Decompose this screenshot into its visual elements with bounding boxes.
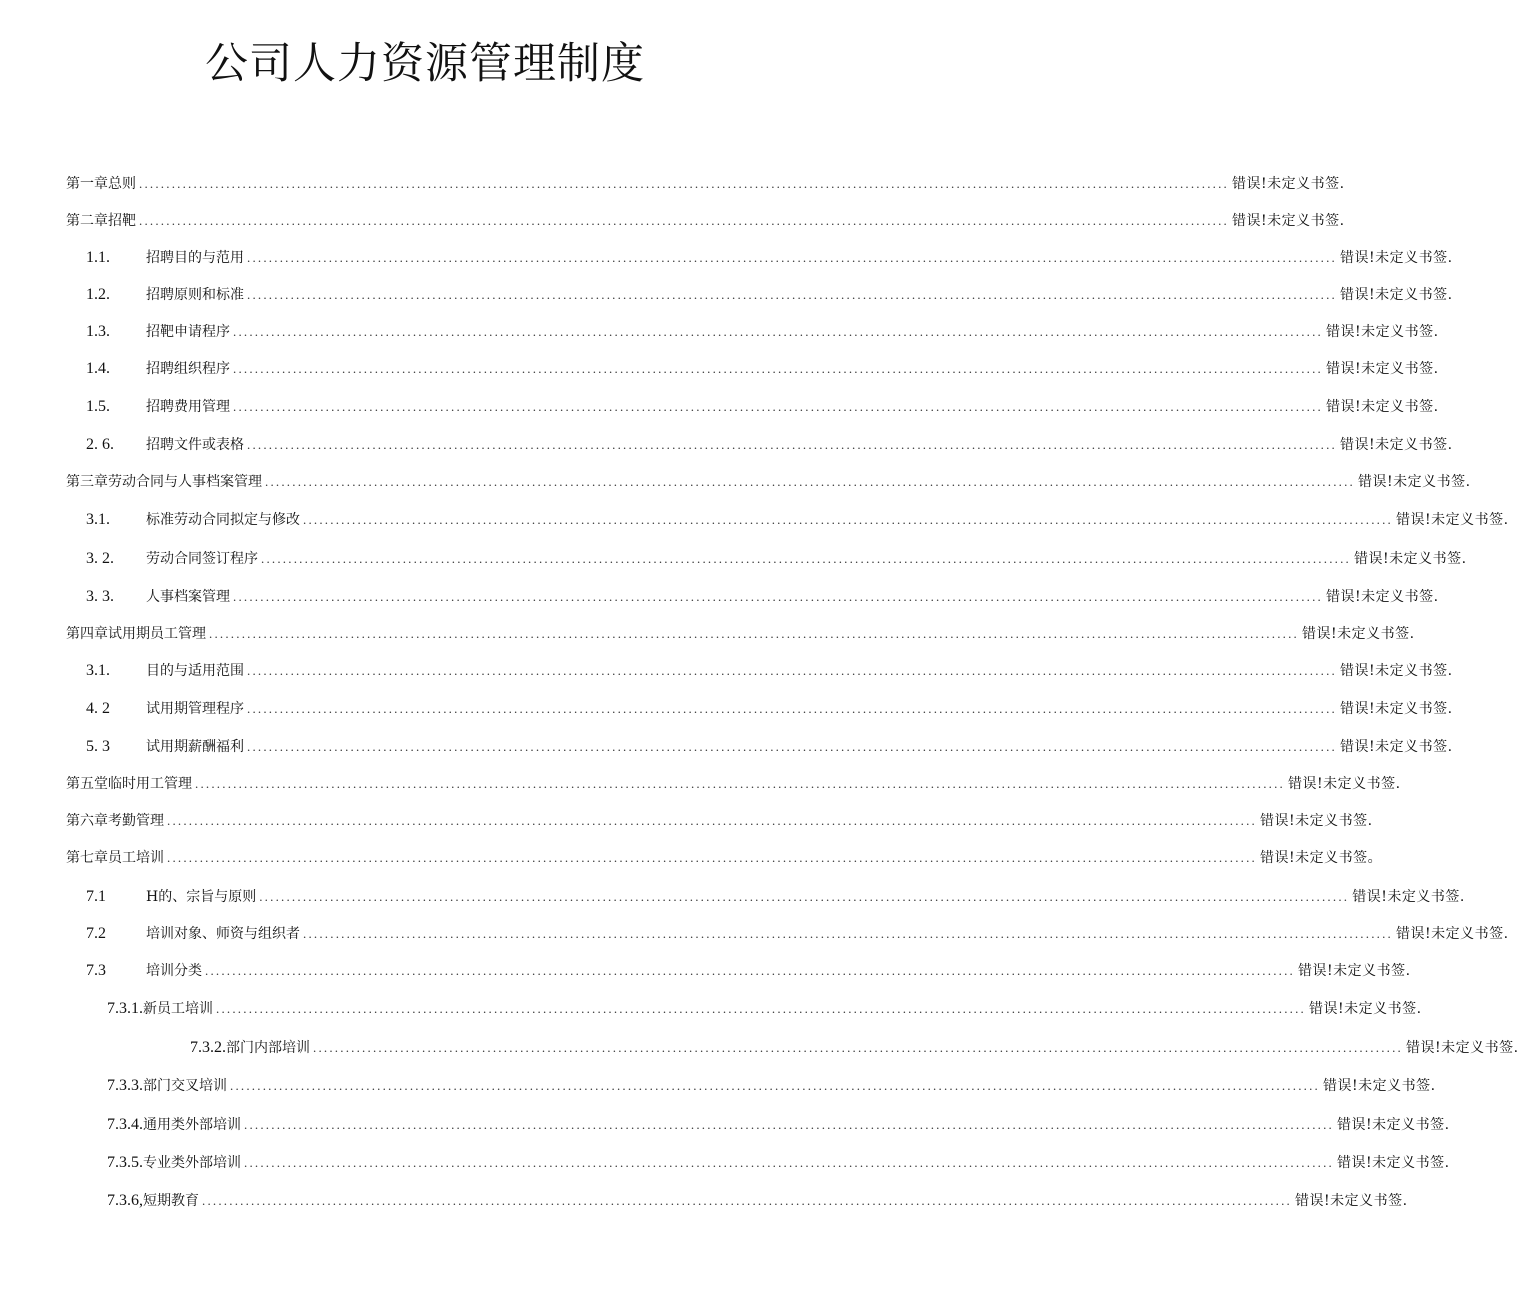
toc-entry-label: 第四章试用期员工管理 xyxy=(66,626,206,642)
toc-entry-page-ref: 错误!未定义书签. xyxy=(1232,176,1345,192)
toc-entry[interactable] xyxy=(66,770,1401,794)
toc-entry-label: 第六章考勤管理 xyxy=(66,813,164,829)
toc-leader-dots: ........................................................................................................................................................................................................ xyxy=(209,626,1299,641)
toc-entry-label: 通用类外部培训 xyxy=(143,1117,241,1133)
toc-entry-page-ref: 错误!未定义书签. xyxy=(1298,963,1411,979)
toc-entry-number: 7.3.4. xyxy=(107,1116,143,1133)
toc-entry-number: 1.4. xyxy=(86,360,110,377)
toc-leader-dots: ........................................................................................................................................................................................................ xyxy=(247,250,1337,265)
toc-entry-number: 7.3.5. xyxy=(107,1154,143,1171)
toc-entry-number: 2. 6. xyxy=(86,436,114,453)
toc-entry-label: 招聘组织程序 xyxy=(146,361,230,377)
toc-entry-number: 1.1. xyxy=(86,249,110,266)
toc-leader-dots: ........................................................................................................................................................................................................ xyxy=(139,176,1229,191)
toc-entry-page-ref: 错误!未定义书签. xyxy=(1309,1001,1422,1017)
toc-entry-page-ref: 错误!未定义书签. xyxy=(1323,1078,1436,1094)
toc-leader-dots: ........................................................................................................................................................................................................ xyxy=(259,889,1350,904)
toc-entry[interactable] xyxy=(107,1111,1450,1135)
toc-entry-page-ref: 错误!未定义书签. xyxy=(1326,399,1439,415)
toc-entry[interactable] xyxy=(107,995,1422,1019)
toc-entry-number: 3. 3. xyxy=(86,588,114,605)
toc-entry-page-ref: 错误!未定义书签. xyxy=(1406,1040,1519,1056)
toc-entry-page-ref: 错误!未定义书签. xyxy=(1340,437,1453,453)
toc-entry-page-ref: 错误!未定义书签. xyxy=(1340,287,1453,303)
toc-entry-label: 新员工培训 xyxy=(143,1001,213,1017)
toc-entry-number: 4. 2 xyxy=(86,700,110,717)
toc-leader-dots: ........................................................................................................................................................................................................ xyxy=(216,1001,1306,1016)
toc-leader-dots: ........................................................................................................................................................................................................ xyxy=(261,551,1351,566)
toc-entry[interactable] xyxy=(86,393,1439,417)
toc-entry[interactable] xyxy=(107,1187,1408,1211)
toc-entry-page-ref: 错误!未定义书签. xyxy=(1288,776,1401,792)
toc-entry[interactable] xyxy=(86,883,1465,907)
toc-entry-number: 3.1. xyxy=(86,511,110,528)
toc-entry-label: 招聘目的与范用 xyxy=(146,250,244,266)
toc-entry[interactable] xyxy=(86,281,1453,305)
toc-entry[interactable] xyxy=(86,957,1411,981)
toc-entry[interactable] xyxy=(86,920,1509,944)
toc-entry-page-ref: 错误!未定义书签. xyxy=(1232,213,1345,229)
toc-entry-number: 7.1 xyxy=(86,888,106,905)
toc-entry-label: 人事档案管理 xyxy=(146,589,230,605)
toc-entry-number: 1.2. xyxy=(86,286,110,303)
toc-leader-dots: ........................................................................................................................................................................................................ xyxy=(247,701,1337,716)
toc-entry-number: 7.3.6, xyxy=(107,1192,143,1209)
toc-entry-page-ref: 错误!未定义书签. xyxy=(1352,889,1465,905)
toc-entry[interactable] xyxy=(107,1072,1436,1096)
toc-leader-dots: ........................................................................................................................................................................................................ xyxy=(244,1117,1334,1132)
toc-entry-page-ref: 错误!未定义书签. xyxy=(1326,324,1439,340)
toc-leader-dots: ........................................................................................................................................................................................................ xyxy=(303,512,1393,527)
toc-leader-dots: ........................................................................................................................................................................................................ xyxy=(233,399,1323,414)
toc-leader-dots: ........................................................................................................................................................................................................ xyxy=(205,963,1295,978)
toc-entry-page-ref: 错误!未定义书签. xyxy=(1396,926,1509,942)
toc-entry-label: 劳动合同签订程序 xyxy=(146,551,258,567)
toc-entry-number: 7.2 xyxy=(86,925,106,942)
toc-leader-dots: ........................................................................................................................................................................................................ xyxy=(303,926,1393,941)
toc-entry[interactable] xyxy=(86,431,1453,455)
toc-entry-number: 7.3.1. xyxy=(107,1000,143,1017)
toc-entry-page-ref: 错误!未定义书签. xyxy=(1396,512,1509,528)
toc-entry[interactable] xyxy=(66,170,1345,194)
toc-entry-label: 招聘原则和标准 xyxy=(146,287,244,303)
toc-leader-dots: ........................................................................................................................................................................................................ xyxy=(247,437,1337,452)
toc-entry-page-ref: 错误!未定义书签. xyxy=(1337,1117,1450,1133)
toc-entry[interactable] xyxy=(86,545,1467,569)
toc-leader-dots: ........................................................................................................................................................................................................ xyxy=(167,850,1257,865)
toc-entry-label: 试用期薪酬福利 xyxy=(146,739,244,755)
toc-entry-label: 部门内部培训 xyxy=(226,1040,310,1056)
toc-entry-label: 标准劳动合同拟定与修改 xyxy=(146,512,300,528)
toc-entry-page-ref: 错误!未定义书签. xyxy=(1302,626,1415,642)
toc-entry[interactable] xyxy=(86,355,1439,379)
toc-leader-dots: ........................................................................................................................................................................................................ xyxy=(233,324,1323,339)
toc-entry-label: 招靶申请程序 xyxy=(146,324,230,340)
toc-leader-dots: ........................................................................................................................................................................................................ xyxy=(247,739,1337,754)
toc-leader-dots: ........................................................................................................................................................................................................ xyxy=(313,1040,1403,1055)
toc-entry[interactable] xyxy=(86,657,1453,681)
toc-leader-dots: ........................................................................................................................................................................................................ xyxy=(202,1193,1292,1208)
toc-entry-label: 招聘费用管理 xyxy=(146,399,230,415)
toc-entry[interactable] xyxy=(86,583,1439,607)
toc-entry[interactable] xyxy=(66,468,1471,492)
toc-entry-number: 3. 2. xyxy=(86,550,114,567)
toc-entry[interactable] xyxy=(66,807,1373,831)
toc-entry[interactable] xyxy=(190,1034,1519,1058)
toc-leader-dots: ........................................................................................................................................................................................................ xyxy=(139,213,1229,228)
toc-entry-label: 短期教育 xyxy=(143,1193,199,1209)
toc-leader-dots: ........................................................................................................................................................................................................ xyxy=(244,1155,1334,1170)
toc-entry-label: 第七章员工培训 xyxy=(66,850,164,866)
toc-entry-number: 7.3.3. xyxy=(107,1077,143,1094)
toc-entry-page-ref: 错误!未定义书签. xyxy=(1337,1155,1450,1171)
toc-entry-number: 3.1. xyxy=(86,662,110,679)
toc-entry[interactable] xyxy=(66,844,1383,868)
toc-entry[interactable] xyxy=(86,695,1453,719)
toc-entry-number: 1.5. xyxy=(86,398,110,415)
document-title: 公司人力资源管理制度 xyxy=(205,39,645,89)
toc-entry-page-ref: 错误!未定义书签. xyxy=(1340,701,1453,717)
toc-entry-number: 1.3. xyxy=(86,323,110,340)
toc-entry-label: 第一章总则 xyxy=(66,176,136,192)
toc-entry-label: H的、宗旨与原则 xyxy=(146,889,257,905)
toc-leader-dots: ........................................................................................................................................................................................................ xyxy=(233,361,1323,376)
toc-entry-label: 目的与适用范围 xyxy=(146,663,244,679)
toc-leader-dots: ........................................................................................................................................................................................................ xyxy=(230,1078,1320,1093)
toc-entry-page-ref: 错误!未定义书签. xyxy=(1340,739,1453,755)
toc-entry-page-ref: 错误!未定义书签. xyxy=(1326,589,1439,605)
toc-entry-page-ref: 错误!未定义书签. xyxy=(1260,813,1373,829)
toc-entry-number: 5. 3 xyxy=(86,738,110,755)
toc-entry-page-ref: 错误!未定义书签. xyxy=(1354,551,1467,567)
toc-entry-page-ref: 错误!未定义书签. xyxy=(1340,663,1453,679)
toc-entry-label: 培训分类 xyxy=(146,963,202,979)
toc-entry-label: 试用期管理程序 xyxy=(146,701,244,717)
toc-leader-dots: ........................................................................................................................................................................................................ xyxy=(247,663,1337,678)
toc-leader-dots: ........................................................................................................................................................................................................ xyxy=(265,474,1355,489)
toc-entry[interactable] xyxy=(86,733,1453,757)
toc-entry-page-ref: 错误!未定义书签。 xyxy=(1260,850,1383,866)
toc-entry-label: 第二章招靶 xyxy=(66,213,136,229)
toc-entry-number: 7.3 xyxy=(86,962,106,979)
toc-entry[interactable] xyxy=(107,1149,1450,1173)
toc-entry-label: 招聘文件或表格 xyxy=(146,437,244,453)
toc-entry-number: 7.3.2. xyxy=(190,1039,226,1056)
toc-entry-label: 培训对象、师资与组织者 xyxy=(146,926,300,942)
toc-entry-label: 第三章劳动合同与人事档案管理 xyxy=(66,474,262,490)
toc-leader-dots: ........................................................................................................................................................................................................ xyxy=(195,776,1285,791)
toc-leader-dots: ........................................................................................................................................................................................................ xyxy=(167,813,1257,828)
toc-entry[interactable] xyxy=(66,620,1415,644)
toc-entry-page-ref: 错误!未定义书签. xyxy=(1358,474,1471,490)
toc-leader-dots: ........................................................................................................................................................................................................ xyxy=(247,287,1337,302)
toc-entry[interactable] xyxy=(86,506,1509,530)
toc-entry[interactable] xyxy=(86,318,1439,342)
toc-leader-dots: ........................................................................................................................................................................................................ xyxy=(233,589,1323,604)
toc-entry-page-ref: 错误!未定义书签. xyxy=(1295,1193,1408,1209)
toc-entry[interactable] xyxy=(66,207,1345,231)
toc-entry-page-ref: 错误!未定义书签. xyxy=(1340,250,1453,266)
toc-entry-label: 第五堂临时用工管理 xyxy=(66,776,192,792)
toc-entry-label: 专业类外部培训 xyxy=(143,1155,241,1171)
toc-entry[interactable] xyxy=(86,244,1453,268)
toc-entry-page-ref: 错误!未定义书签. xyxy=(1326,361,1439,377)
toc-entry-label: 部门交叉培训 xyxy=(143,1078,227,1094)
